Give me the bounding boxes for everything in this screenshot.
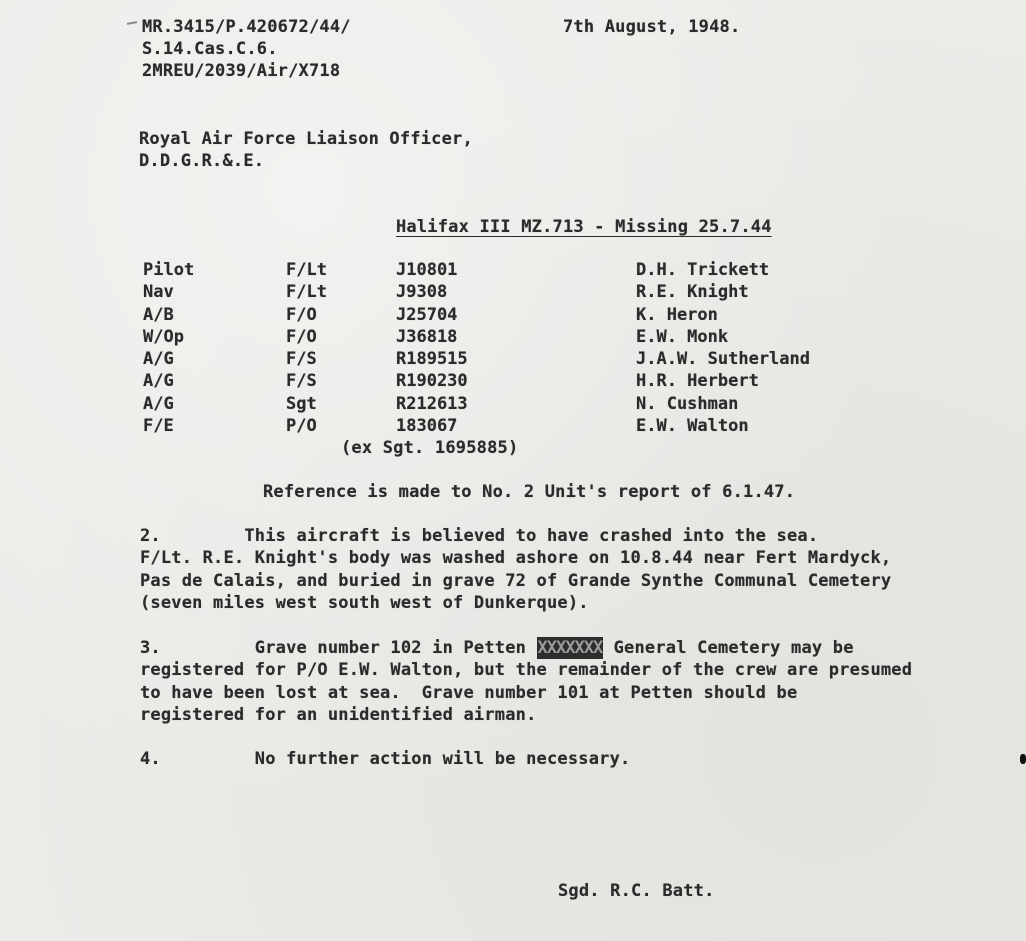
paragraph-text: 3. Grave number 102 in Petten	[140, 638, 537, 658]
crew-role: F/E	[143, 416, 174, 437]
crew-name: E.W. Walton	[636, 416, 749, 437]
paragraph-text: General Cemetery may be	[603, 638, 854, 658]
crew-service-number: J25704	[396, 304, 458, 325]
crew-rank: P/O	[286, 416, 317, 437]
reference-paragraph: Reference is made to No. 2 Unit's report of 6.1.47.	[263, 482, 796, 502]
crew-role: A/G	[143, 349, 174, 370]
paragraph-line: Pas de Calais, and buried in grave 72 of Grande Synthe Communal Cemetery	[140, 570, 892, 591]
paragraph-line	[140, 637, 912, 659]
crew-rank: F/O	[286, 326, 317, 347]
addressee-block	[139, 128, 473, 172]
crew-rank: F/O	[286, 304, 317, 325]
addressee-line: Royal Air Force Liaison Officer,	[139, 129, 473, 149]
crew-rank: Sgt	[286, 393, 317, 414]
crew-name: R.E. Knight	[636, 282, 749, 303]
paragraph-line: 4. No further action will be necessary.	[140, 749, 631, 769]
reference-line: 2MREU/2039/Air/X718	[142, 61, 341, 81]
crew-role: Nav	[143, 282, 174, 303]
crew-service-number: J36818	[396, 326, 458, 347]
reference-block	[142, 16, 351, 82]
crew-name: N. Cushman	[636, 393, 739, 414]
crew-name: D.H. Trickett	[636, 260, 770, 280]
crew-name-column	[636, 259, 810, 437]
document-date: 7th August, 1948.	[563, 17, 741, 37]
crew-role-column	[143, 259, 194, 437]
paragraph-line: to have been lost at sea. Grave number 101 at Petten should be	[140, 682, 798, 703]
paragraph-3	[140, 637, 912, 726]
crew-service-number: J9308	[396, 282, 448, 303]
crew-role: A/G	[143, 393, 174, 414]
crew-service-number: 183067	[396, 416, 458, 437]
crew-service-number: J10801	[396, 260, 458, 280]
paragraph-line: registered for P/O E.W. Walton, but the remainder of the crew are presumed	[140, 660, 913, 681]
crew-rank: F/Lt	[286, 282, 327, 303]
crew-service-number: R212613	[396, 393, 468, 414]
paragraph-line: (seven miles west south west of Dunkerque).	[140, 592, 589, 613]
overstruck-word: XXXXXXX	[537, 638, 603, 658]
crew-service-number: R190230	[396, 371, 468, 392]
subject-heading: Halifax III MZ.713 - Missing 25.7.44	[396, 217, 772, 237]
paragraph-line: 2. This aircraft is believed to have crashed into the sea.	[140, 526, 819, 546]
crew-name: K. Heron	[636, 304, 718, 325]
crew-rank-column	[286, 259, 327, 437]
signature: Sgd. R.C. Batt.	[558, 881, 715, 901]
crew-rank: F/Lt	[286, 260, 327, 280]
punch-hole-mark	[1020, 754, 1026, 764]
crew-note: (ex Sgt. 1695885)	[341, 438, 519, 458]
crew-service-number: R189515	[396, 349, 468, 370]
crew-name: H.R. Herbert	[636, 371, 759, 392]
reference-line: S.14.Cas.C.6.	[142, 39, 278, 59]
crew-role: A/B	[143, 304, 174, 325]
crew-role: Pilot	[143, 260, 195, 280]
crew-role: W/Op	[143, 326, 184, 347]
crew-name: E.W. Monk	[636, 326, 729, 347]
crew-role: A/G	[143, 371, 174, 392]
crew-service-number-column	[396, 259, 468, 437]
paragraph-2	[140, 525, 891, 614]
reference-line: MR.3415/P.420672/44/	[142, 17, 351, 37]
paragraph-line: F/Lt. R.E. Knight's body was washed ashore on 10.8.44 near Fert Mardyck,	[140, 548, 892, 569]
crew-name: J.A.W. Sutherland	[636, 349, 810, 370]
crew-rank: F/S	[286, 371, 317, 392]
addressee-line: D.D.G.R.&.E.	[139, 151, 265, 171]
crew-rank: F/S	[286, 349, 317, 370]
paragraph-line: registered for an unidentified airman.	[140, 704, 537, 725]
paragraph-4	[140, 748, 630, 770]
